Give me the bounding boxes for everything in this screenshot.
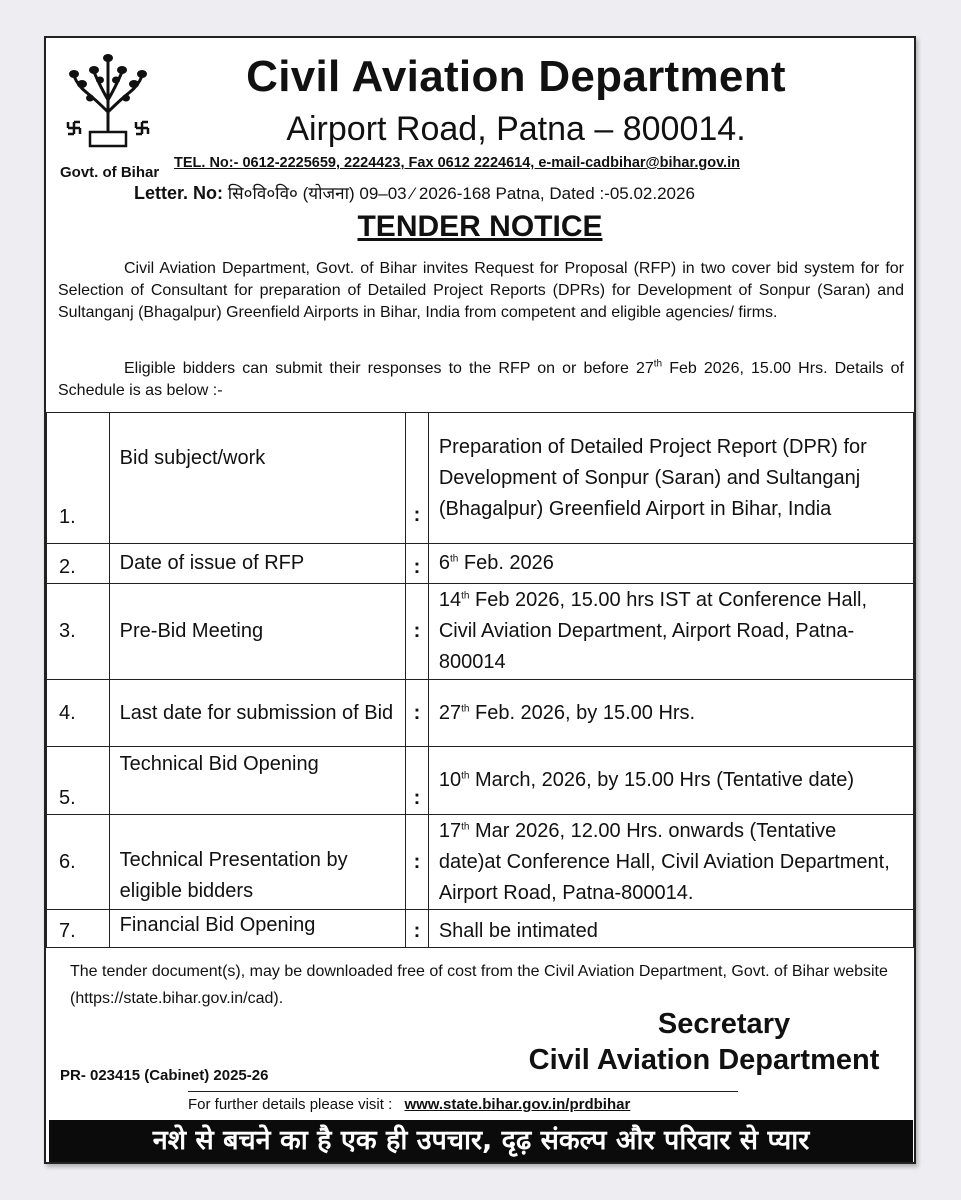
row-label: Last date for submission of Bid — [109, 680, 405, 747]
tender-notice-sheet — [44, 36, 916, 1164]
row-value — [428, 747, 913, 815]
pr-number: PR- 023415 (Cabinet) 2025-26 — [60, 1067, 269, 1084]
eligibility-text-b: Feb 2026, 15.00 Hrs. Details of Schedule is as below :- — [58, 360, 904, 399]
value-sup: th — [461, 770, 470, 782]
table-row — [47, 910, 914, 948]
further-details-link[interactable]: www.state.bihar.gov.in/prdbihar — [404, 1096, 631, 1113]
value-part: 14 — [438, 589, 462, 611]
table-row — [47, 544, 914, 584]
row-colon: : — [406, 815, 429, 910]
row-colon: : — [406, 584, 429, 680]
signatory-block — [504, 1006, 904, 1078]
intro-paragraph: Civil Aviation Department, Govt. of Bihar invites Request for Proposal (RFP) in two cover bid system for for Selection of Consultant for preparation of Detailed Project Reports (DPRs) for Development of Sonpur (Saran) and Sultanganj (Bhagalpur) Greenfield Airports in Bihar, India from competent and eligible agencies/ firms. — [58, 260, 904, 321]
bodhi-tree-emblem-icon — [60, 52, 156, 152]
row-value — [428, 815, 913, 910]
schedule-table — [46, 412, 914, 948]
row-number: 7. — [47, 910, 110, 948]
value-part: 27 — [438, 701, 462, 724]
row-label: Pre-Bid Meeting — [109, 584, 405, 680]
row-label: Bid subject/work — [109, 413, 405, 544]
signatory-title: Secretary — [657, 1008, 791, 1040]
row-number: 4. — [47, 680, 110, 747]
row-value — [428, 544, 913, 584]
letter-label: Letter. No: — [134, 183, 224, 203]
department-address: Airport Road, Patna – 800014. — [286, 110, 746, 148]
value-part: Mar 2026, 12.00 Hrs. onwards (Tentative date)at Conference Hall, Civil Aviation Department, Airport Road, Patna-800014. — [438, 819, 890, 904]
row-number: 1. — [47, 413, 110, 544]
value-part: Feb. 2026 — [458, 552, 554, 574]
eligibility-paragraph — [58, 358, 904, 402]
value-sup: th — [449, 553, 459, 565]
table-row — [47, 747, 914, 815]
value-part: 6 — [438, 552, 450, 574]
row-label: Technical Bid Opening — [109, 747, 405, 815]
department-title: Civil Aviation Department — [246, 52, 786, 101]
notice-title: TENDER NOTICE — [357, 210, 603, 243]
row-value — [428, 680, 913, 747]
row-value: Shall be intimated — [428, 910, 913, 948]
bihar-emblem — [60, 52, 160, 181]
letter-text: सि०वि०वि० (योजना) 09–03 ⁄ 2026-168 Patna, Dated :-05.02.2026 — [227, 184, 695, 203]
row-colon: : — [406, 747, 429, 815]
value-sup: th — [461, 820, 470, 832]
row-label: Financial Bid Opening — [109, 910, 405, 948]
row-number: 2. — [47, 544, 110, 584]
eligibility-text-a: Eligible bidders can submit their responses to the RFP on or before 27 — [124, 360, 654, 377]
value-part: 10 — [438, 769, 462, 791]
row-label: Date of issue of RFP — [109, 544, 405, 584]
value-part: 17 — [438, 819, 462, 842]
value-part: March, 2026, by 15.00 Hrs (Tentative date) — [469, 769, 855, 791]
table-row — [47, 413, 914, 544]
download-note: The tender document(s), may be downloaded free of cost from the Civil Aviation Department, Govt. of Bihar website (https://state.bihar.gov.in/cad). — [70, 963, 888, 1007]
value-part: Feb. 2026, by 15.00 Hrs. — [469, 701, 696, 724]
further-details-line — [188, 1091, 738, 1113]
eligibility-sup: th — [653, 358, 663, 370]
row-number: 6. — [47, 815, 110, 910]
value-sup: th — [461, 590, 470, 602]
further-details-label: For further details please visit : — [188, 1096, 393, 1113]
value-sup: th — [461, 702, 470, 714]
row-colon: : — [406, 910, 429, 948]
table-row — [47, 815, 914, 910]
table-row — [47, 680, 914, 747]
emblem-caption: Govt. of Bihar — [60, 164, 160, 181]
contact-line: TEL. No:- 0612-2225659, 2224423, Fax 0612 2224614, e-mail-cadbihar@bihar.gov.in — [174, 155, 740, 171]
signatory-department: Civil Aviation Department — [528, 1044, 880, 1076]
row-number: 3. — [47, 584, 110, 680]
row-colon: : — [406, 544, 429, 584]
row-number: 5. — [47, 747, 110, 815]
slogan-banner: नशे से बचने का है एक ही उपचार, दृढ़ संकल्प और परिवार से प्यार — [49, 1120, 913, 1162]
value-part: Feb 2026, 15.00 hrs IST at Conference Hall, Civil Aviation Department, Airport Road, Patna- 800014 — [438, 589, 868, 673]
row-label: Technical Presentation by eligible bidders — [109, 815, 405, 910]
row-value: Preparation of Detailed Project Report (DPR) for Development of Sonpur (Saran) and Sultanganj (Bhagalpur) Greenfield Airport in Bihar, India — [428, 413, 913, 544]
letter-number-line — [134, 181, 695, 204]
row-colon: : — [406, 413, 429, 544]
row-value — [428, 584, 913, 680]
table-row — [47, 584, 914, 680]
row-colon: : — [406, 680, 429, 747]
